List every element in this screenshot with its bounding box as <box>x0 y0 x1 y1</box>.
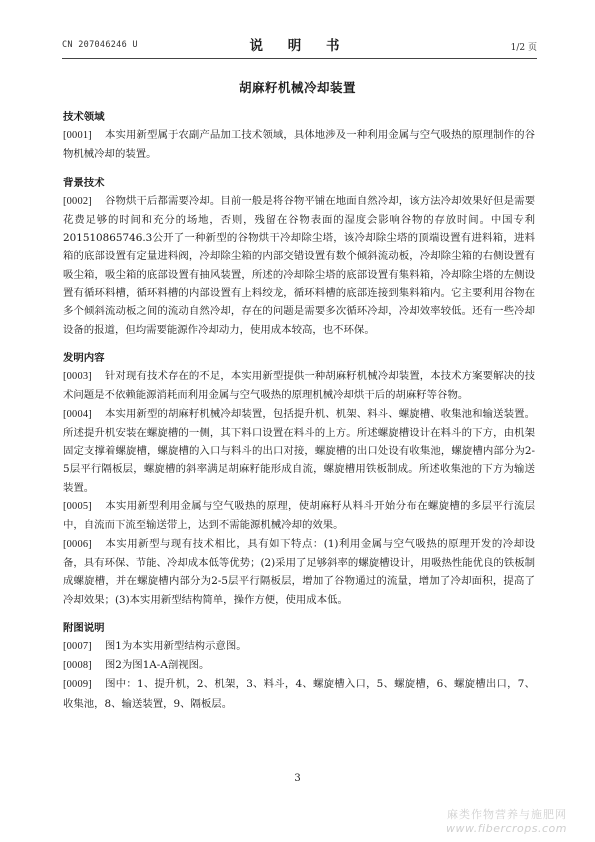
section-heading: 附图说明 <box>63 621 105 634</box>
paragraph-text: 谷物烘干后都需要冷却。目前一般是将谷物平铺在地面自然冷却，该方法冷却效果好但是需要花费足够的时间和充分的场地，否则，残留在谷物表面的湿度会影响谷物的存放时间。中国专利201510865746.3公开了一种新型的谷物烘干冷却除尘塔，该冷却除尘塔的顶端设置有进料箱，进料箱的底部设置有定量进料阀，冷却除尘箱的内部交错设置有数个倾斜流动板，冷却除尘箱的右侧设置有吸尘箱，吸尘箱的底部设置有抽风装置，所述的冷却除尘塔的底部设置有集料箱，冷却除尘塔的左侧设置有循环料槽，循环料槽的内部设置有上料绞龙，循环料槽的底部连接到集料箱内。它主要利用谷物在多个倾斜流动板之间的流动自然冷却，存在的问题是需要多次循环冷却，冷却效率较低。还有一些冷却设备的报道，但均需要能源作冷却动力，使用成本较高，也不环保。 <box>63 194 535 336</box>
section-technical-field <box>63 108 535 164</box>
paragraph-number: [0009] <box>63 679 92 691</box>
paragraph-number: [0002] <box>63 195 92 207</box>
paragraph <box>63 535 535 609</box>
paragraph-number: [0008] <box>63 660 92 672</box>
patent-number: CN 207046246 U <box>62 40 138 50</box>
paragraph-number: [0004] <box>63 408 92 420</box>
paragraph-text: 本实用新型利用金属与空气吸热的原理，使胡麻籽从料斗开始分布在螺旋槽的多层平行流层中，自流而下流至输送带上，达到不需能源机械冷却的效果。 <box>63 500 535 532</box>
paragraph-text: 本实用新型属于农副产品加工技术领域，具体地涉及一种利用金属与空气吸热的原理制作的谷物机械冷却的装置。 <box>63 129 535 161</box>
paragraph-number: [0005] <box>63 501 92 513</box>
doc-type-label: 说 明 书 <box>249 38 350 54</box>
section-heading: 发明内容 <box>63 351 105 364</box>
document-body <box>63 108 535 713</box>
paragraph <box>63 656 535 675</box>
paragraph-text: 图2为图1A-A剖视图。 <box>104 659 210 672</box>
section-heading: 背景技术 <box>63 176 105 189</box>
document-title: 胡麻籽机械冷却装置 <box>238 80 356 95</box>
page-number: 3 <box>294 773 301 784</box>
paragraph <box>63 126 535 164</box>
watermark-url: www.fibercrops.com <box>446 822 567 835</box>
paragraph-number: [0007] <box>63 640 92 652</box>
watermark-site-name: 麻类作物营养与施肥网 <box>447 808 567 821</box>
section-invention-content <box>63 349 535 609</box>
paragraph-text: 本实用新型的胡麻籽机械冷却装置，包括提升机、机架、料斗、螺旋槽、收集池和输送装置。所述提升机安装在螺旋槽的一侧，其下料口设置在料斗的上方。所述螺旋槽设计在料斗的下方，由机架固定支撑着螺旋槽，螺旋槽的入口与料斗的出口对接，螺旋槽的出口处设有收集池，螺旋槽内部分为2-5层平行隔板层，螺旋槽的斜率满足胡麻籽能形成自流，螺旋槽用铁板制成。所述收集池的下方为输送装置。 <box>63 407 535 494</box>
paragraph <box>63 675 535 713</box>
paragraph-number: [0003] <box>63 370 92 382</box>
paragraph-number: [0006] <box>63 538 92 550</box>
paragraph <box>63 367 535 405</box>
watermark <box>446 806 567 835</box>
page-indicator: 1/2 页 <box>510 43 537 53</box>
paragraph-text: 针对现有技术存在的不足，本实用新型提供一种胡麻籽机械冷却装置，本技术方案要解决的技术问题是不依赖能源消耗而利用金属与空气吸热的原理机械冷却烘干后的胡麻籽等谷物。 <box>63 369 535 402</box>
paragraph-text: 图1为本实用新型结构示意图。 <box>104 639 247 652</box>
paragraph-number: [0001] <box>63 130 92 141</box>
section-heading: 技术领域 <box>63 111 105 123</box>
page-header <box>62 34 537 56</box>
paragraph-text: 图中：1、提升机，2、机架，3、料斗，4、螺旋槽入口，5、螺旋槽，6、螺旋槽出口，7、收集池，8、输送装置，9、隔板层。 <box>63 678 535 710</box>
paragraph <box>63 405 535 497</box>
header-divider <box>62 58 537 59</box>
paragraph <box>63 192 535 339</box>
paragraph <box>63 637 535 656</box>
section-background <box>63 174 535 339</box>
paragraph-text: 本实用新型与现有技术相比，具有如下特点：(1)利用金属与空气吸热的原理开发的冷却设备，具有环保、节能、冷却成本低等优势；(2)采用了足够斜率的螺旋槽设计，用吸热性能优良的铁板制成螺旋槽，并在螺旋槽内部分为2-5层平行隔板层，增加了谷物通过的流量，增加了冷却面积，提高了冷却效果；(3)本实用新型结构简单，操作方便，使用成本低。 <box>63 537 535 606</box>
section-drawing-description <box>63 619 535 713</box>
paragraph <box>63 497 535 535</box>
